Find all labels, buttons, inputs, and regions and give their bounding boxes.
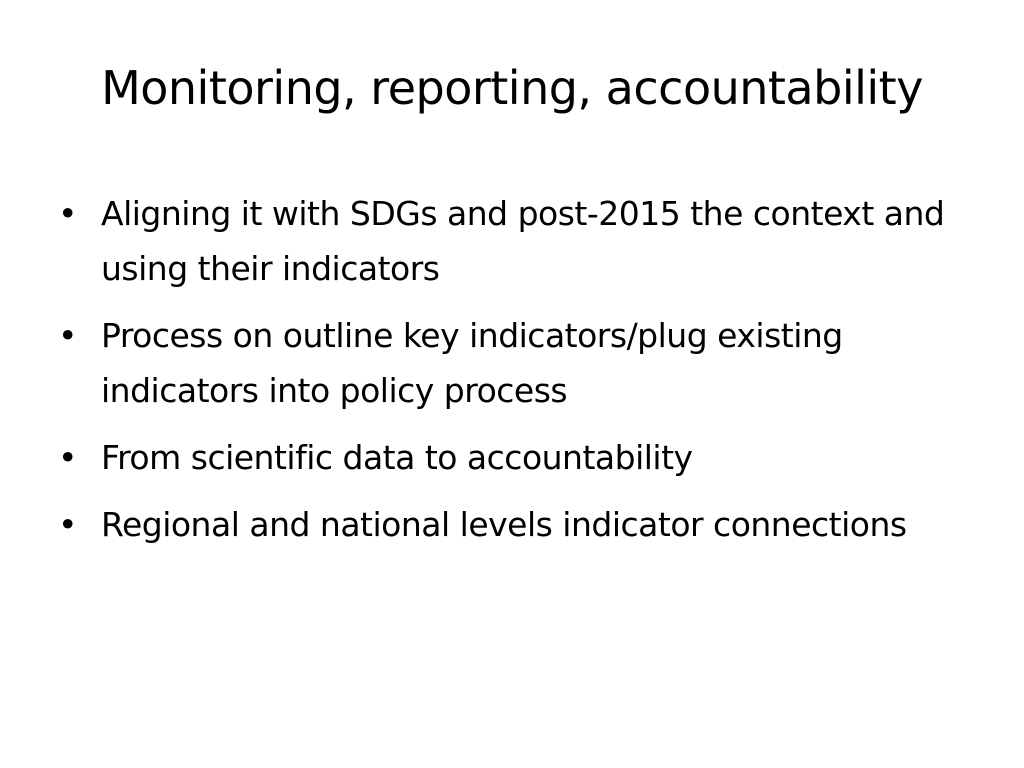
bullet-list: [58, 186, 988, 564]
bullet-icon: •: [58, 194, 77, 233]
bullet-item-4: [58, 497, 988, 552]
bullet-item-2: [58, 308, 988, 418]
bullet-icon: •: [58, 438, 77, 477]
slide-title: Monitoring, reporting, accountability: [101, 61, 923, 115]
bullet-icon: •: [58, 505, 77, 544]
bullet-item-3: [58, 430, 988, 485]
bullet-text: From scientific data to accountability: [101, 438, 693, 477]
bullet-item-1: [58, 186, 988, 296]
bullet-text: Process on outline key indicators/plug existing indicators into policy process: [101, 316, 843, 410]
bullet-text: Aligning it with SDGs and post-2015 the context and using their indicators: [101, 194, 945, 288]
bullet-icon: •: [58, 316, 77, 355]
bullet-text: Regional and national levels indicator connections: [101, 505, 907, 544]
